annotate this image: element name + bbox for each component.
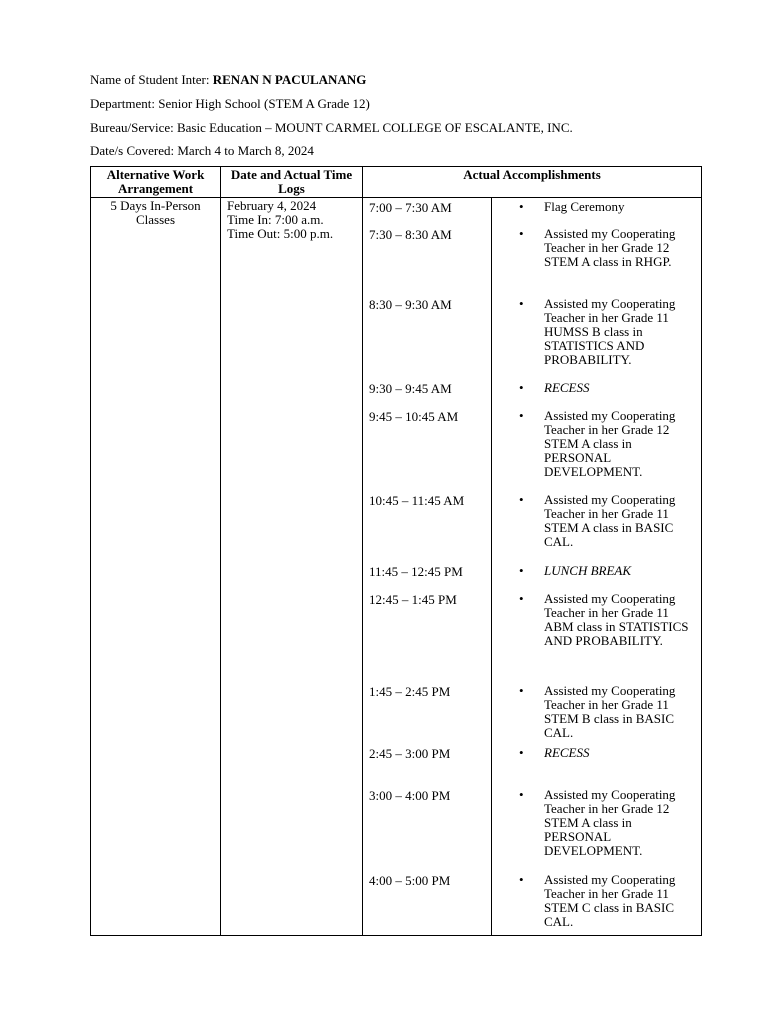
bullet-icon: • — [519, 563, 524, 578]
activity-item: Assisted my Cooperating Teacher in her Grade 11 STEM B class in BASIC CAL. — [544, 683, 676, 740]
time-slot: 3:00 – 4:00 PM — [369, 788, 451, 803]
bullet-icon: • — [519, 787, 524, 802]
activity-item: Assisted my Cooperating Teacher in her Grade 12 STEM A class in PERSONAL DEVELOPMENT. — [544, 787, 676, 858]
bullet-icon: • — [519, 296, 524, 311]
header-work-arrangement: Alternative Work Arrangement — [91, 167, 221, 198]
time-slots-cell — [363, 198, 492, 936]
bullet-icon: • — [519, 591, 524, 606]
dates-covered-line: Date/s Covered: March 4 to March 8, 2024 — [90, 143, 314, 158]
arrangement-cell: 5 Days In-Person Classes — [91, 198, 221, 936]
activity-item: Assisted my Cooperating Teacher in her Grade 11 HUMSS B class in STATISTICS AND PROBABILITY. — [544, 296, 676, 367]
bullet-icon: • — [519, 872, 524, 887]
time-slot: 9:45 – 10:45 AM — [369, 409, 459, 424]
activity-item: Assisted my Cooperating Teacher in her Grade 12 STEM A class in RHGP. — [544, 226, 676, 269]
student-name: RENAN N PACULANANG — [212, 72, 367, 87]
time-slot: 1:45 – 2:45 PM — [369, 684, 451, 699]
department-line: Department: Senior High School (STEM A Grade 12) — [90, 96, 370, 111]
bullet-icon: • — [519, 380, 524, 395]
activity-item: LUNCH BREAK — [544, 563, 632, 578]
time-out: Time Out: 5:00 p.m. — [227, 226, 334, 241]
bullet-icon: • — [519, 226, 524, 241]
time-slot: 2:45 – 3:00 PM — [369, 746, 451, 761]
activity-item: Assisted my Cooperating Teacher in her Grade 11 STEM C class in BASIC CAL. — [544, 872, 676, 929]
bullet-icon: • — [519, 683, 524, 698]
table-body-row — [91, 198, 702, 936]
bureau-line: Bureau/Service: Basic Education – MOUNT CARMEL COLLEGE OF ESCALANTE, INC. — [90, 120, 573, 135]
date-cell — [221, 198, 363, 936]
activity-item: RECESS — [544, 380, 590, 395]
accomplishment-table — [90, 166, 702, 936]
activity-item: RECESS — [544, 745, 590, 760]
time-slot: 9:30 – 9:45 AM — [369, 381, 452, 396]
time-in: Time In: 7:00 a.m. — [227, 212, 324, 227]
log-date: February 4, 2024 — [227, 198, 317, 213]
time-slot: 11:45 – 12:45 PM — [369, 564, 463, 579]
time-slot: 4:00 – 5:00 PM — [369, 873, 451, 888]
student-label: Name of Student Inter: — [90, 72, 213, 87]
table-header-row — [91, 167, 702, 198]
activity-item: Flag Ceremony — [544, 199, 625, 214]
activity-item: Assisted my Cooperating Teacher in her Grade 11 STEM A class in BASIC CAL. — [544, 492, 676, 549]
time-slot: 8:30 – 9:30 AM — [369, 297, 452, 312]
header-date-time-logs: Date and Actual Time Logs — [221, 167, 363, 198]
time-slot: 7:30 – 8:30 AM — [369, 227, 452, 242]
time-slot: 12:45 – 1:45 PM — [369, 592, 457, 607]
activities-cell — [492, 198, 702, 936]
activity-item: Assisted my Cooperating Teacher in her Grade 12 STEM A class in PERSONAL DEVELOPMENT. — [544, 408, 676, 479]
bullet-icon: • — [519, 408, 524, 423]
bullet-icon: • — [519, 745, 524, 760]
header-accomplishments: Actual Accomplishments — [363, 167, 702, 198]
student-name-line — [90, 72, 366, 88]
activity-item: Assisted my Cooperating Teacher in her Grade 11 ABM class in STATISTICS AND PROBABILITY. — [544, 591, 689, 648]
time-slot: 7:00 – 7:30 AM — [369, 200, 452, 215]
time-slot: 10:45 – 11:45 AM — [369, 493, 465, 508]
bullet-icon: • — [519, 492, 524, 507]
bullet-icon: • — [519, 199, 524, 214]
